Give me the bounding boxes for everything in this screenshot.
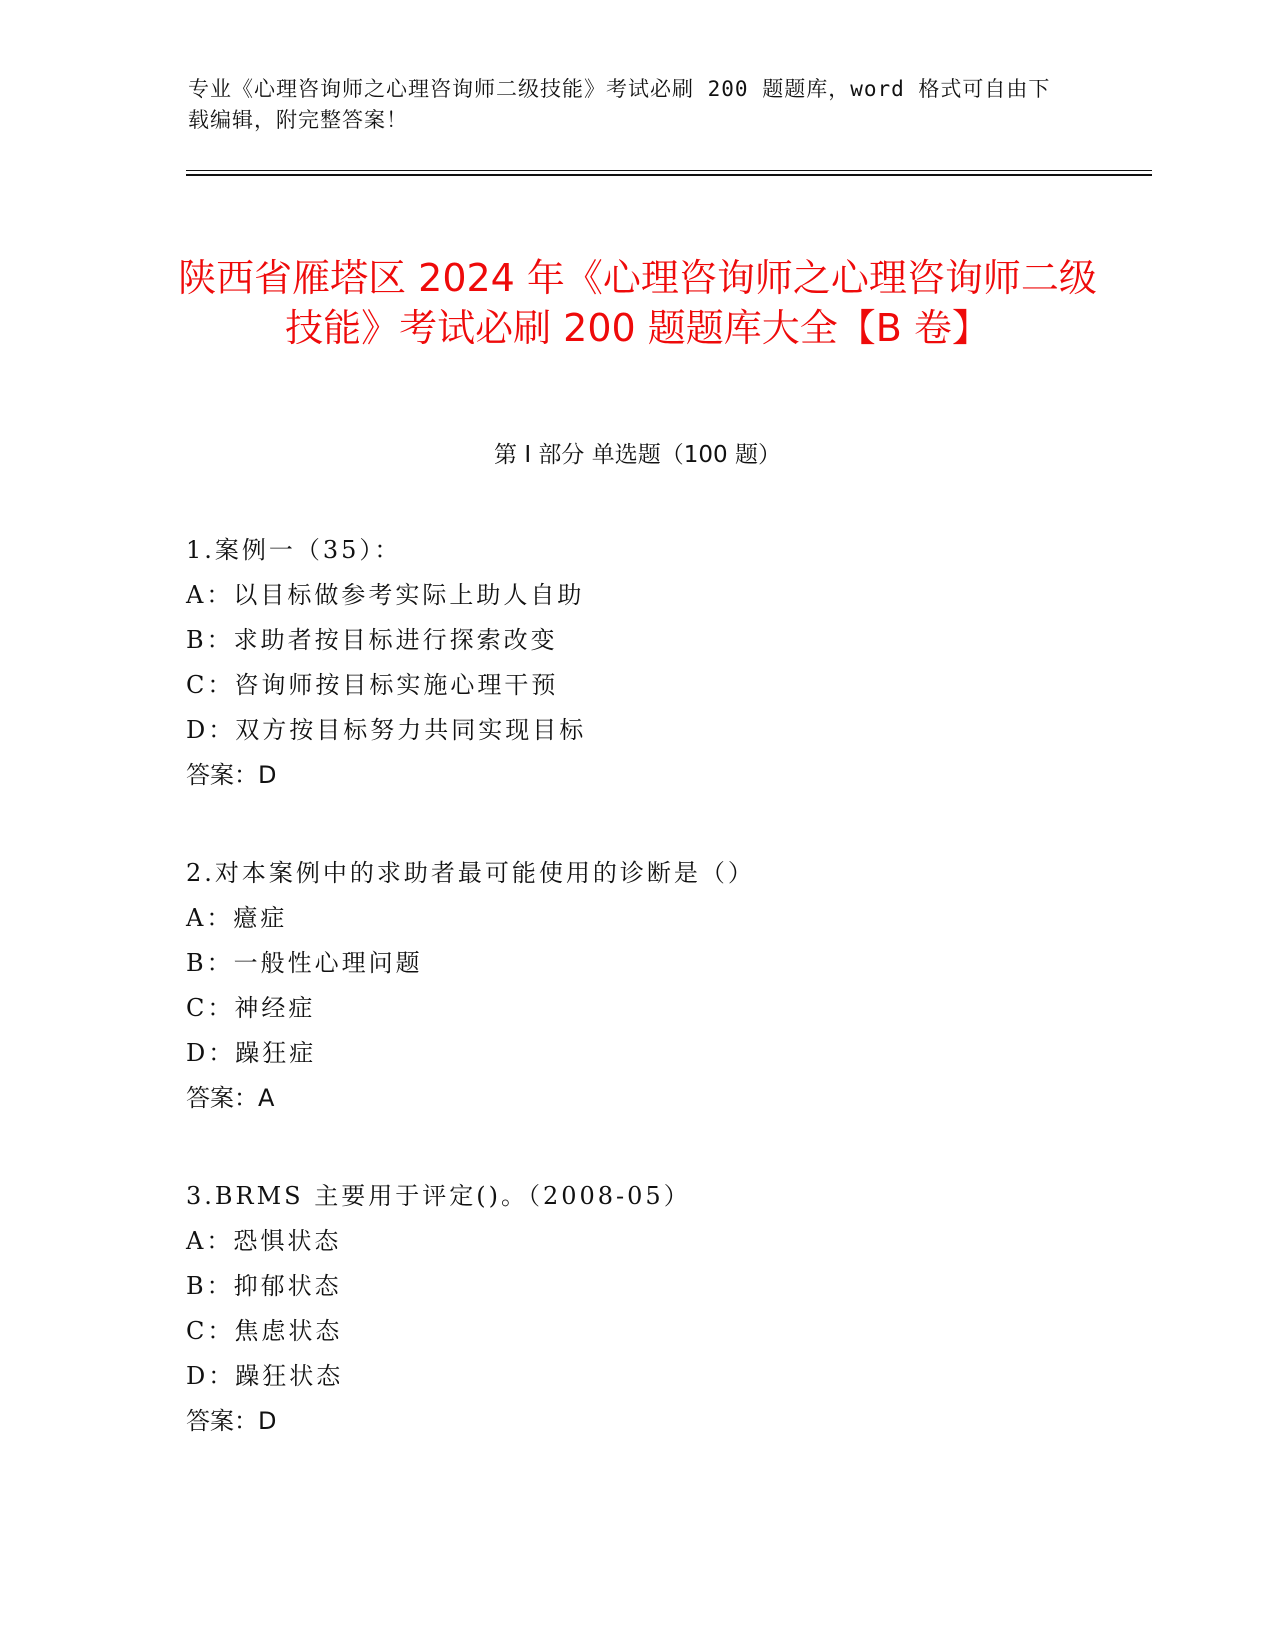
- question-1: [186, 528, 1086, 798]
- question-stem: 2.对本案例中的求助者最可能使用的诊断是（）: [186, 859, 755, 887]
- header-divider-thin: [186, 170, 1152, 171]
- question-3: [186, 1174, 1086, 1444]
- option-b: B：抑郁状态: [186, 1272, 342, 1300]
- question-list: [186, 528, 1086, 1497]
- answer: 答案：D: [186, 1407, 277, 1435]
- option-c: C：神经症: [186, 994, 316, 1022]
- header-note: 专业《心理咨询师之心理咨询师二级技能》考试必刷 200 题题库，word 格式可自由下载编辑，附完整答案！: [188, 77, 1051, 132]
- option-a: A：癔症: [186, 904, 288, 932]
- answer: 答案：A: [186, 1084, 275, 1112]
- answer: 答案：D: [186, 761, 277, 789]
- option-d: D：双方按目标努力共同实现目标: [186, 716, 587, 744]
- option-a: A：恐惧状态: [186, 1227, 342, 1255]
- option-b: B：一般性心理问题: [186, 949, 423, 977]
- option-b: B：求助者按目标进行探索改变: [186, 626, 558, 654]
- section-title: 第 I 部分 单选题（100 题）: [494, 442, 781, 468]
- option-a: A：以目标做参考实际上助人自助: [186, 581, 585, 609]
- question-2: [186, 851, 1086, 1121]
- option-c: C：焦虑状态: [186, 1317, 343, 1345]
- option-c: C：咨询师按目标实施心理干预: [186, 671, 559, 699]
- option-d: D：躁狂状态: [186, 1362, 344, 1390]
- option-d: D：躁狂症: [186, 1039, 317, 1067]
- question-stem: 1.案例一（35）：: [186, 536, 402, 564]
- document-title: 陕西省雁塔区 2024 年《心理咨询师之心理咨询师二级技能》考试必刷 200 题题库大全【B 卷】: [178, 256, 1097, 351]
- question-stem: 3.BRMS 主要用于评定()。（2008-05）: [186, 1182, 691, 1210]
- header-divider-thick: [186, 174, 1152, 176]
